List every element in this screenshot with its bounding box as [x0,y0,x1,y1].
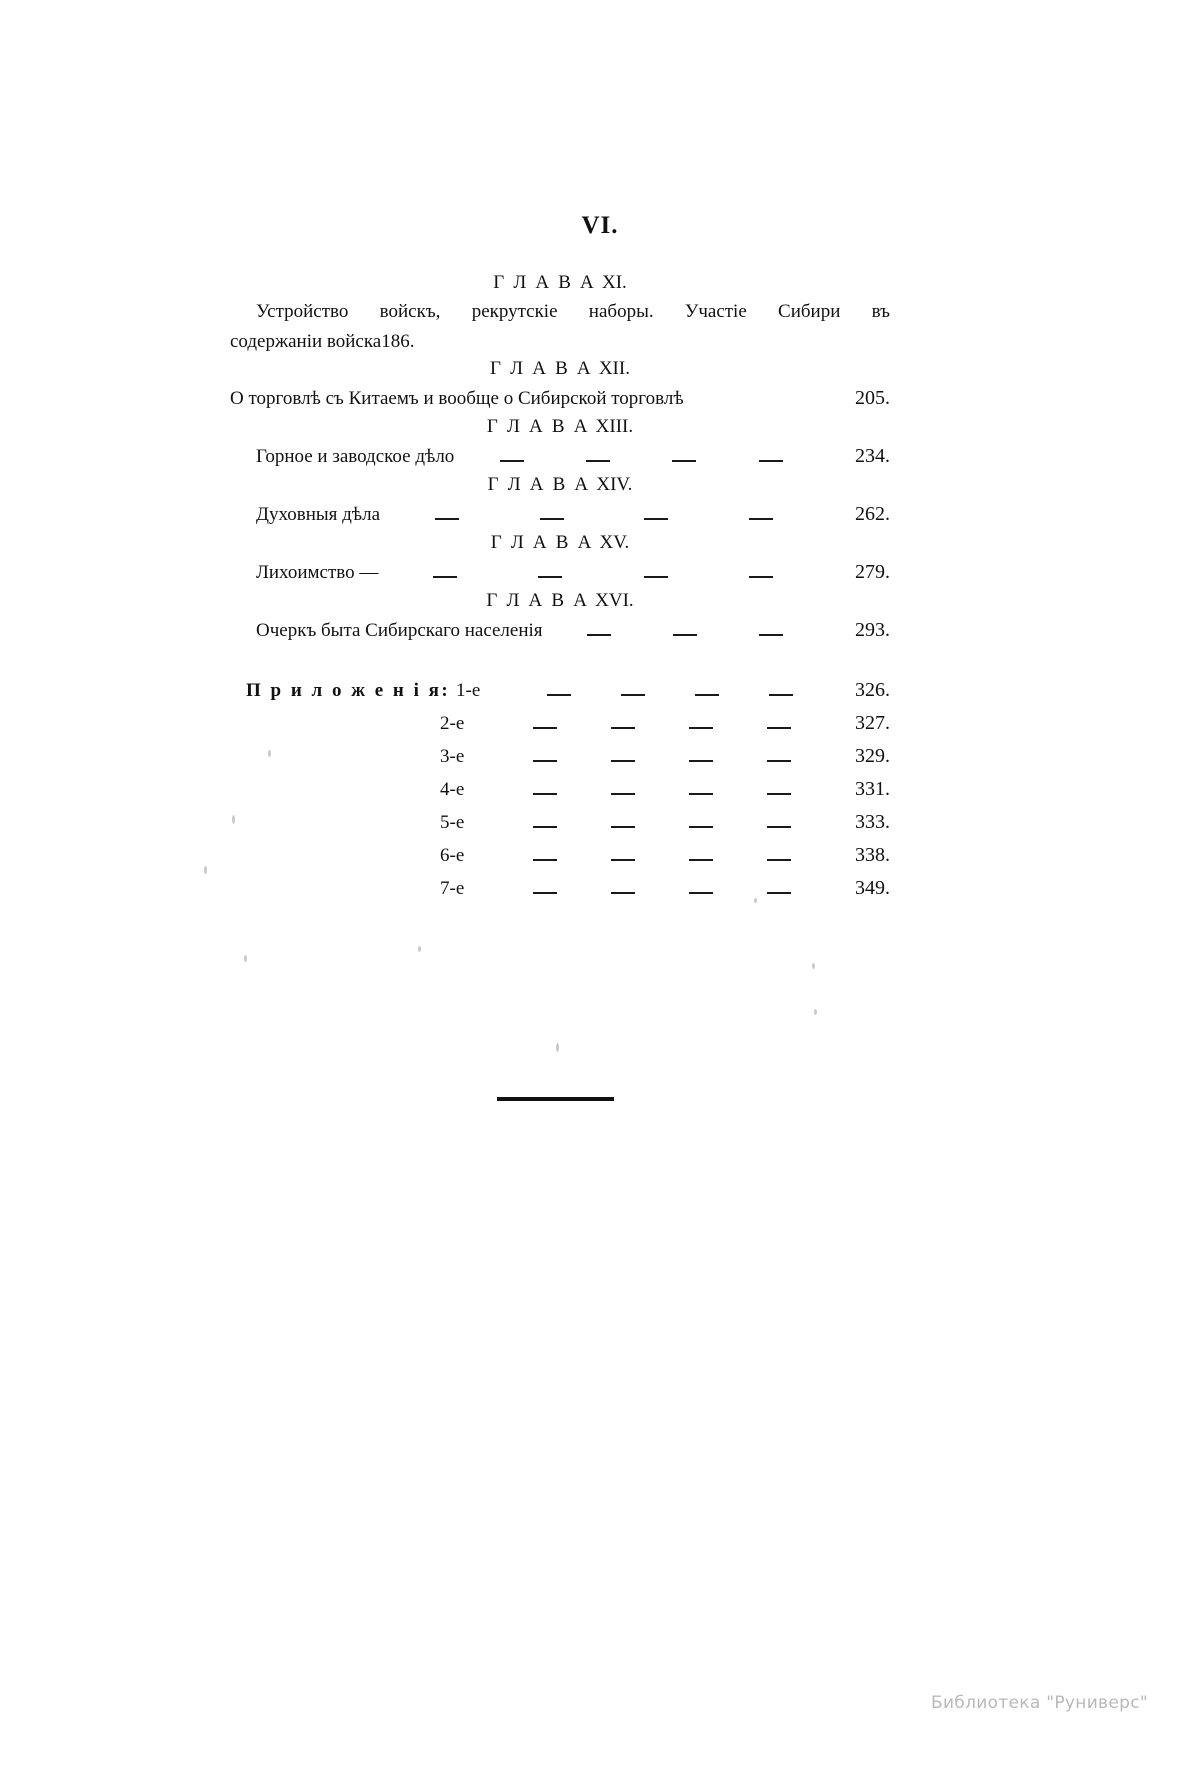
appendix-section [230,679,890,900]
appendix-page-4: 331. [855,778,890,801]
toc-entry-page-11: 186. [381,330,415,352]
appendix-page-5: 333. [855,811,890,834]
appendix-page-3: 329. [855,745,890,768]
leader-dashes [496,892,828,894]
chapter-heading-11 [230,272,890,294]
toc-entry-page-13: 234. [855,445,890,468]
chapter-heading-label: Г Л А В А [490,358,593,380]
appendix-row [230,712,890,735]
chapter-heading-number: XV. [599,532,630,554]
chapter-heading-label: Г Л А В А [493,272,596,293]
toc-entry-title-line1: Устройство войскъ, рекрутскіе наборы. Участіе Сибири въ [256,301,890,322]
toc-entry-page-16: 293. [855,619,890,642]
appendix-item-1: 1-е [456,680,481,702]
appendix-page-1: 326. [855,679,890,702]
chapter-heading-number: XIII. [595,416,634,438]
chapter-heading-number: XVI. [595,590,634,612]
leader-dashes [454,460,828,462]
toc-entry-title-14: Духовныя дѣла [256,504,381,526]
scan-speck [244,955,247,962]
leader-dashes [496,793,828,795]
toc-entry-page-14: 262. [855,503,890,526]
chapter-heading-label: Г Л А В А [487,474,591,496]
appendix-item-3: 3-е [440,746,465,768]
chapter-heading-number: XI. [601,272,627,293]
appendix-item-4: 4-е [440,779,465,801]
toc-entry-11 [230,298,890,355]
appendix-page-2: 327. [855,712,890,735]
chapter-heading-15 [230,532,890,554]
scan-speck [268,750,271,757]
toc-entry-14 [230,500,890,529]
library-watermark: Библиотека "Руниверс" [931,1693,1148,1713]
chapter-heading-number: XII. [598,358,630,380]
scan-speck [418,946,421,952]
chapter-heading-label: Г Л А В А [490,532,594,554]
toc-entry-16 [230,616,890,645]
chapter-heading-16 [230,590,890,612]
chapter-heading-label: Г Л А В А [486,416,590,438]
appendix-row [230,811,890,834]
appendix-page-7: 349. [855,877,890,900]
leader-dashes [496,727,828,729]
scan-speck [204,866,207,874]
toc-entry-page-15: 279. [855,561,890,584]
appendix-row [230,844,890,867]
leader-dashes [378,576,828,578]
leader-dashes [496,760,828,762]
leader-dashes [380,518,828,520]
chapter-heading-12 [230,358,890,380]
scan-speck [812,963,815,969]
toc-entry-title-15: Лихоимство — [256,562,379,584]
toc-entry-title-12: О торговлѣ съ Китаемъ и вообще о Сибирской торговлѣ [230,388,684,410]
appendix-page-6: 338. [855,844,890,867]
scan-speck [232,815,235,824]
appendix-row [230,679,890,702]
chapter-heading-14 [230,474,890,496]
chapter-heading-number: XIV. [596,474,633,496]
appendix-item-6: 6-е [440,845,465,867]
page-folio: VI. [581,212,619,239]
toc-entry-13 [230,442,890,471]
appendix-row [230,745,890,768]
appendix-row [230,877,890,900]
chapter-heading-label: Г Л А В А [486,590,590,612]
toc-entry-12 [230,384,890,413]
scan-speck [814,1009,817,1015]
toc-entry-title-line2: содержаніи войска [230,330,382,352]
leader-dashes [496,826,828,828]
leader-dashes [496,859,828,861]
leader-dashes [543,634,828,636]
appendix-label: П р и л о ж е н і я: [246,680,451,702]
appendix-item-2: 2-е [440,713,465,735]
scan-speck [556,1043,559,1052]
toc-entry-15 [230,558,890,587]
toc-entry-page-12: 205. [855,387,890,410]
appendix-item-7: 7-е [440,878,465,900]
appendix-item-5: 5-е [440,812,465,834]
scan-speck [754,898,757,903]
toc-entry-title-13: Горное и заводское дѣло [256,446,455,468]
chapter-heading-13 [230,416,890,438]
section-divider-rule [497,1097,614,1101]
toc-entry-title-16: Очеркъ быта Сибирскаго населенія [256,620,543,642]
table-of-contents [230,272,890,910]
leader-dashes [512,694,828,696]
appendix-row [230,778,890,801]
